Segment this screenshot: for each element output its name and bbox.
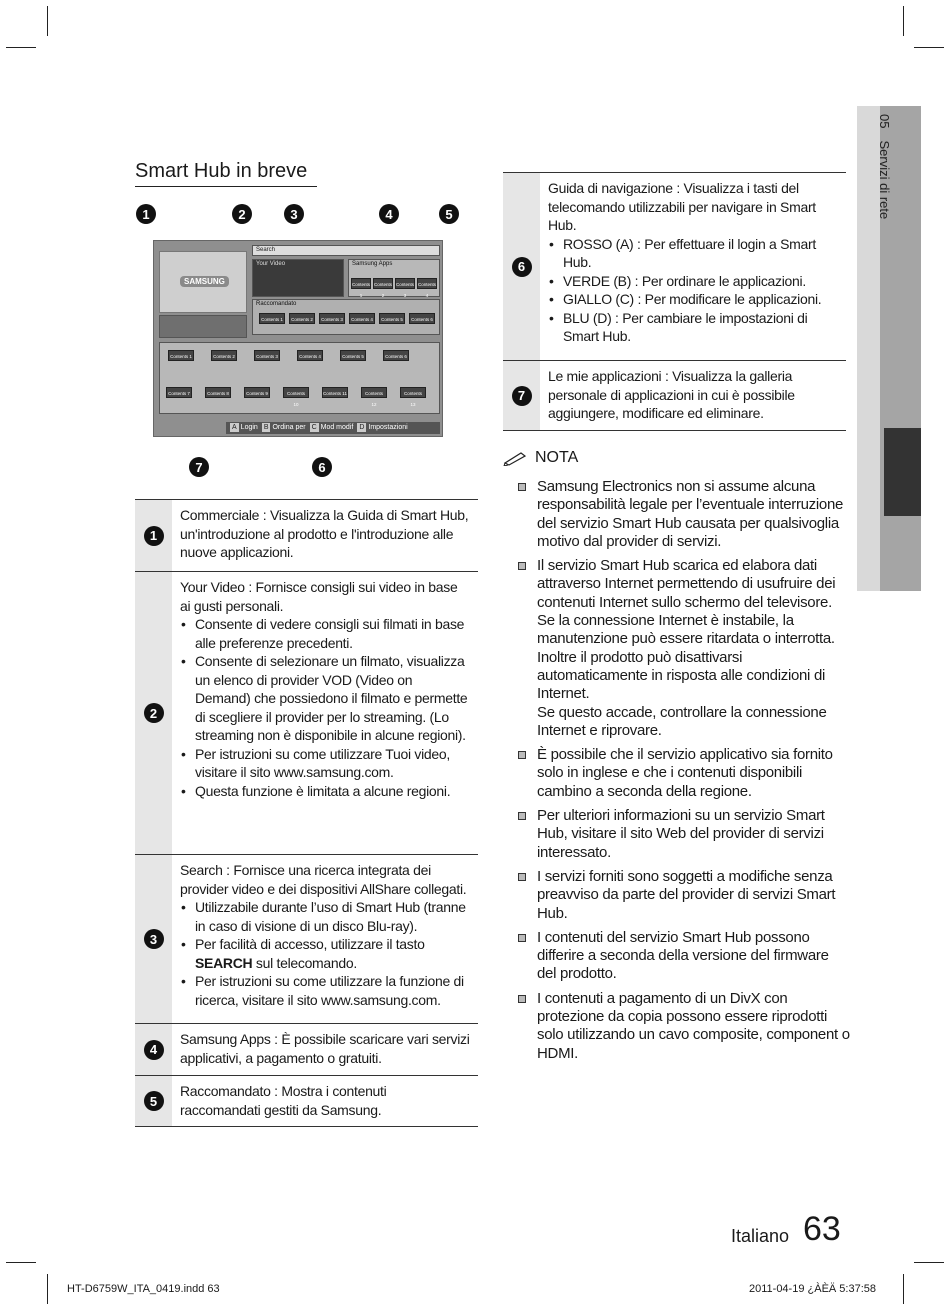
bullet-item: • GIALLO (C) : Per modificare le applicazioni.	[548, 290, 838, 309]
content-tile: Contents 4	[417, 278, 437, 289]
row-paragraph: Search : Fornisce una ricerca integrata dei provider video e dei dispositivi AllShare collegati.	[180, 862, 467, 897]
bullet-item: • Consente di selezionare un filmato, visualizza un elenco di provider VOD (Video on Demand) che possiedono il filmato e permette di scegliere il provider per lo streaming. (Lo streaming non è disponibile in alcune regioni).	[180, 652, 470, 745]
row-title: Raccomandato	[180, 1083, 271, 1099]
callout-number-badge: 1	[136, 204, 156, 224]
print-slug-date: 2011-04-19 ¿ÀÈÄ 5:37:58	[749, 1283, 876, 1295]
your-video-panel	[252, 259, 344, 297]
footer-button: A Login	[232, 424, 258, 431]
crop-mark	[6, 1262, 36, 1263]
button-key-name: BLU (D)	[563, 309, 612, 326]
row-paragraph: Samsung Apps : È possibile scaricare vari servizi applicativi, a pagamento o gratuiti.	[180, 1031, 470, 1066]
nota-item: Il servizio Smart Hub scarica ed elabora dati attraverso Internet permettendo di usufruire dei contenuti Internet sullo schermo del televisore. Se la connessione Internet è instabile, la manutenzione può essere ritardata o interrotta. Inoltre il prodotto può disattivarsi automaticamente in risposta alle condizioni di Internet. Se questo accade, controllare la connessione Internet e riprovare.	[515, 557, 850, 740]
table-row	[135, 571, 478, 854]
smart-hub-screenshot	[153, 240, 443, 437]
footer-button: B Ordina per	[263, 424, 306, 431]
callout-number-badge: 4	[144, 1040, 164, 1060]
content-tile: Contents 2	[289, 313, 315, 324]
row-title: Your Video	[180, 579, 245, 595]
row-number-cell	[503, 173, 540, 360]
nota-heading: NOTA	[503, 449, 578, 467]
diagram-callout	[232, 204, 252, 224]
recommended-label: Raccomandato	[256, 301, 297, 307]
bullet-item: • VERDE (B) : Per ordinare le applicazioni.	[548, 272, 838, 291]
content-tile: Contents 13	[400, 387, 426, 398]
content-tile: Contents 3	[254, 350, 280, 361]
crop-mark	[47, 1274, 48, 1304]
row-bullets	[180, 615, 470, 800]
nota-item: Samsung Electronics non si assume alcuna responsabilità legale per l’eventuale interruzione del servizio Smart Hub causata per qualsivoglia motivo dal provider di servizi.	[515, 478, 850, 551]
row-paragraph: Guida di navigazione : Visualizza i tasti del telecomando utilizzabili per navigare in Smart Hub.	[548, 180, 816, 233]
diagram-callout	[284, 204, 304, 224]
footer-button: C Mod modif	[311, 424, 354, 431]
bullet-item: • ROSSO (A) : Per effettuare il login a Smart Hub.	[548, 235, 838, 272]
nota-list	[515, 478, 850, 1069]
row-title: Commerciale	[180, 507, 260, 523]
row-number-cell	[135, 1024, 172, 1075]
callout-number-badge: 2	[144, 703, 164, 723]
nota-item: I servizi forniti sono soggetti a modifiche senza preavviso da parte del provider di servizi Smart Hub.	[515, 868, 850, 923]
crop-mark	[903, 1274, 904, 1304]
title-underline	[135, 186, 317, 187]
footer-button-key: B	[263, 424, 269, 431]
row-paragraph: Raccomandato : Mostra i contenuti raccomandati gestiti da Samsung.	[180, 1083, 387, 1118]
content-tile: Contents 4	[349, 313, 375, 324]
content-tile: Contents 1	[351, 278, 371, 289]
callout-number-badge: 7	[189, 457, 209, 477]
nota-item: I contenuti a pagamento di un DivX con protezione da copia possono essere riprodotti solo utilizzando un cavo composite, component o HDMI.	[515, 990, 850, 1063]
bullet-item: • Per facilità di accesso, utilizzare il tasto SEARCH sul telecomando.	[180, 935, 470, 972]
row-description	[172, 1076, 478, 1126]
samsung-apps-label: Samsung Apps	[352, 261, 393, 267]
content-tile: Contents 11	[322, 387, 348, 398]
row-title: Search	[180, 862, 223, 878]
row-title: Guida di navigazione	[548, 180, 673, 196]
row-description	[172, 1024, 478, 1075]
nota-item: Per ulteriori informazioni su un servizio Smart Hub, visitare il sito Web del provider di servizi interessato.	[515, 807, 850, 862]
content-tile: Contents 2	[373, 278, 393, 289]
bullet-item: • BLU (D) : Per cambiare le impostazioni di Smart Hub.	[548, 309, 838, 346]
row-paragraph: Le mie applicazioni : Visualizza la galleria personale di applicazioni in cui è possibile aggiungere, modificare ed eliminare.	[548, 368, 795, 421]
row-number-cell	[135, 572, 172, 854]
callout-number-badge: 3	[144, 929, 164, 949]
row-description	[172, 855, 478, 1023]
callout-number-badge: 1	[144, 526, 164, 546]
content-tile: Contents 3	[395, 278, 415, 289]
footer-language: Italiano	[731, 1226, 790, 1246]
page-number: 63	[803, 1210, 841, 1248]
footer-button-key: A	[232, 424, 237, 431]
crop-mark	[6, 47, 36, 48]
nota-item: I contenuti del servizio Smart Hub possono differire a seconda della versione del firmware del prodotto.	[515, 929, 850, 984]
button-key-name: ROSSO (A)	[563, 235, 634, 252]
bullet-item: • Per istruzioni su come utilizzare Tuoi video, visitare il sito www.samsung.com.	[180, 745, 470, 782]
row-paragraph: Your Video : Fornisce consigli sui video in base ai gusti personali.	[180, 579, 458, 614]
content-tile: Contents 12	[361, 387, 387, 398]
crop-mark	[914, 1262, 944, 1263]
diagram-callout	[189, 457, 209, 477]
content-tile: Contents 5	[340, 350, 366, 361]
bullet-item: • Utilizzabile durante l’uso di Smart Hub (tranne in caso di visione di un disco Blu-ray).	[180, 898, 470, 935]
chapter-tab-label: 05Servizi di rete	[877, 114, 892, 220]
row-description	[540, 361, 846, 430]
diagram-callout	[312, 457, 332, 477]
callout-number-badge: 3	[284, 204, 304, 224]
recommended-panel	[252, 299, 440, 335]
content-tile: Contents 2	[211, 350, 237, 361]
callout-number-badge: 6	[312, 457, 332, 477]
content-tile: Contents 5	[379, 313, 405, 324]
footer-button: D Impostazioni	[359, 424, 408, 431]
row-number-cell	[135, 1076, 172, 1126]
your-video-label: Your Video	[256, 261, 286, 267]
diagram-callout	[136, 204, 156, 224]
row-description	[172, 500, 478, 571]
commercial-panel	[159, 251, 247, 313]
crop-mark	[914, 47, 944, 48]
content-tile: Contents 6	[409, 313, 435, 324]
pencil-icon	[503, 450, 529, 466]
bullet-item: • Consente di vedere consigli sui filmati in base alle preferenze precedenti.	[180, 615, 470, 652]
nota-item: È possibile che il servizio applicativo sia fornito solo in inglese e che i contenuti disponibili cambino a seconda della regione.	[515, 746, 850, 801]
button-key-name: GIALLO (C)	[563, 291, 634, 307]
row-number-cell	[135, 500, 172, 571]
row-bullets	[180, 898, 470, 1009]
row-number-cell	[135, 855, 172, 1023]
bullet-item: • Questa funzione è limitata a alcune regioni.	[180, 782, 470, 801]
callout-number-badge: 6	[512, 257, 532, 277]
nota-item-extra: Se questo accade, controllare la connessione Internet e riprovare.	[537, 703, 827, 739]
callout-number-badge: 2	[232, 204, 252, 224]
content-tile: Contents 9	[244, 387, 270, 398]
my-apps-panel	[159, 315, 247, 338]
footer-button-key: C	[311, 424, 317, 431]
bullet-item: • Per istruzioni su come utilizzare la funzione di ricerca, visitare il sito www.samsung.com.	[180, 972, 470, 1009]
row-bullets	[548, 235, 838, 346]
navigation-guide-bar	[226, 422, 440, 434]
search-key-name: SEARCH	[195, 954, 253, 971]
row-paragraph: Commerciale : Visualizza la Guida di Smart Hub, un'introduzione al prodotto e l'introduzione alle nuove applicazioni.	[180, 507, 469, 560]
content-tile: Contents 7	[166, 387, 192, 398]
table-row	[503, 360, 846, 430]
crop-mark	[47, 6, 48, 36]
row-description	[172, 572, 478, 854]
callout-number-badge: 5	[144, 1091, 164, 1111]
diagram-callout	[439, 204, 459, 224]
crop-mark	[903, 6, 904, 36]
callout-number-badge: 4	[379, 204, 399, 224]
table-row	[503, 172, 846, 360]
table-row	[135, 499, 478, 571]
table-row	[135, 854, 478, 1023]
content-tile: Contents 6	[383, 350, 409, 361]
content-tile: Contents 1	[168, 350, 194, 361]
content-tile: Contents 3	[319, 313, 345, 324]
table-row	[135, 1075, 478, 1126]
content-tile: Contents 1	[259, 313, 285, 324]
table-row	[135, 1023, 478, 1075]
samsung-logo: SAMSUNG	[180, 276, 229, 287]
samsung-apps-panel	[348, 259, 440, 297]
search-bar: Search	[252, 245, 440, 256]
button-key-name: VERDE (B)	[563, 272, 632, 289]
section-title: Smart Hub in breve	[135, 160, 308, 182]
table-bottom-rule	[135, 1126, 478, 1127]
callout-number-badge: 7	[512, 386, 532, 406]
content-tile: Contents 8	[205, 387, 231, 398]
row-title: Le mie applicazioni	[548, 368, 662, 384]
print-slug-file: HT-D6759W_ITA_0419.indd 63	[67, 1283, 220, 1295]
row-number-cell	[503, 361, 540, 430]
row-title: Samsung Apps	[180, 1031, 271, 1047]
table-bottom-rule	[503, 430, 846, 431]
footer-button-key: D	[359, 424, 365, 431]
row-description	[540, 173, 846, 360]
callout-number-badge: 5	[439, 204, 459, 224]
content-tile: Contents 4	[297, 350, 323, 361]
content-tile: Contents 10	[283, 387, 309, 398]
my-apps-grid	[159, 342, 440, 414]
diagram-callout	[379, 204, 399, 224]
